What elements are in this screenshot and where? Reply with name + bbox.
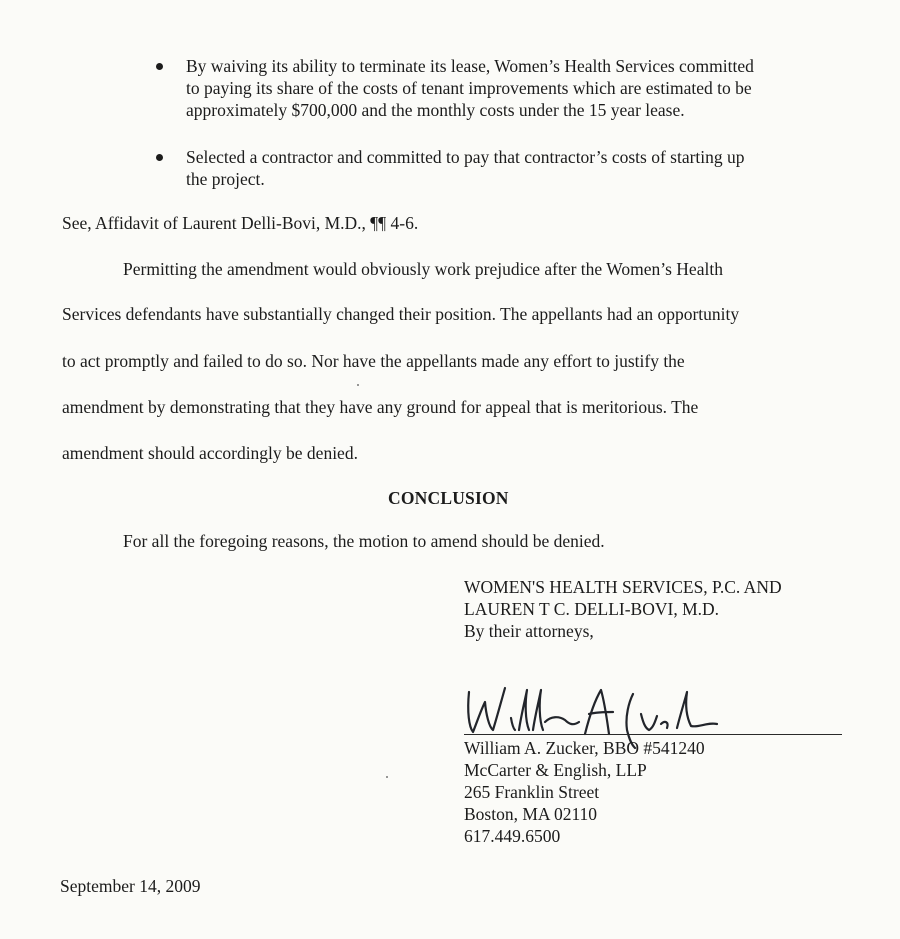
document-date: September 14, 2009 (60, 876, 201, 896)
bullet-icon (156, 154, 163, 161)
signer-line: 617.449.6500 (464, 826, 561, 846)
paragraph-line: Services defendants have substantially changed their position. The appellants had an opportunity (62, 304, 740, 324)
scan-speck (386, 776, 388, 778)
signer-line: McCarter & English, LLP (464, 760, 647, 780)
bullet-icon (156, 63, 163, 70)
signer-line: 265 Franklin Street (464, 782, 600, 802)
paragraph-line: Permitting the amendment would obviously work prejudice after the Women’s Health (123, 259, 723, 279)
bullet-line: Selected a contractor and committed to pay that contractor’s costs of starting up (186, 147, 745, 167)
bullet-line: the project. (186, 169, 265, 189)
party-line: LAUREN T C. DELLI-BOVI, M.D. (464, 599, 720, 619)
bullet-line: to paying its share of the costs of tenant improvements which are estimated to be (186, 78, 752, 98)
paragraph-line: amendment should accordingly be denied. (62, 443, 358, 463)
paragraph-line: amendment by demonstrating that they have any ground for appeal that is meritorious. The (62, 397, 699, 417)
paragraph-line: to act promptly and failed to do so. Nor have the appellants made any effort to justify the (62, 351, 685, 371)
bullet-line: By waiving its ability to terminate its lease, Women’s Health Services committed (186, 56, 754, 76)
bullet-item-2 (186, 146, 866, 190)
signer-line: Boston, MA 02110 (464, 804, 598, 824)
scan-speck (357, 384, 359, 386)
bullet-item-1 (186, 55, 866, 121)
bullet-line: approximately $700,000 and the monthly costs under the 15 year lease. (186, 100, 685, 120)
signer-line: William A. Zucker, BBO #541240 (464, 738, 705, 758)
party-block (464, 576, 782, 642)
party-line: WOMEN'S HEALTH SERVICES, P.C. AND (464, 577, 782, 597)
signature-line (464, 734, 842, 735)
party-line: By their attorneys, (464, 621, 594, 641)
citation: See, Affidavit of Laurent Delli-Bovi, M.D., ¶¶ 4-6. (62, 213, 419, 233)
conclusion-heading: CONCLUSION (388, 488, 509, 508)
conclusion-text: For all the foregoing reasons, the motion to amend should be denied. (123, 531, 605, 551)
signer-block (464, 737, 705, 847)
